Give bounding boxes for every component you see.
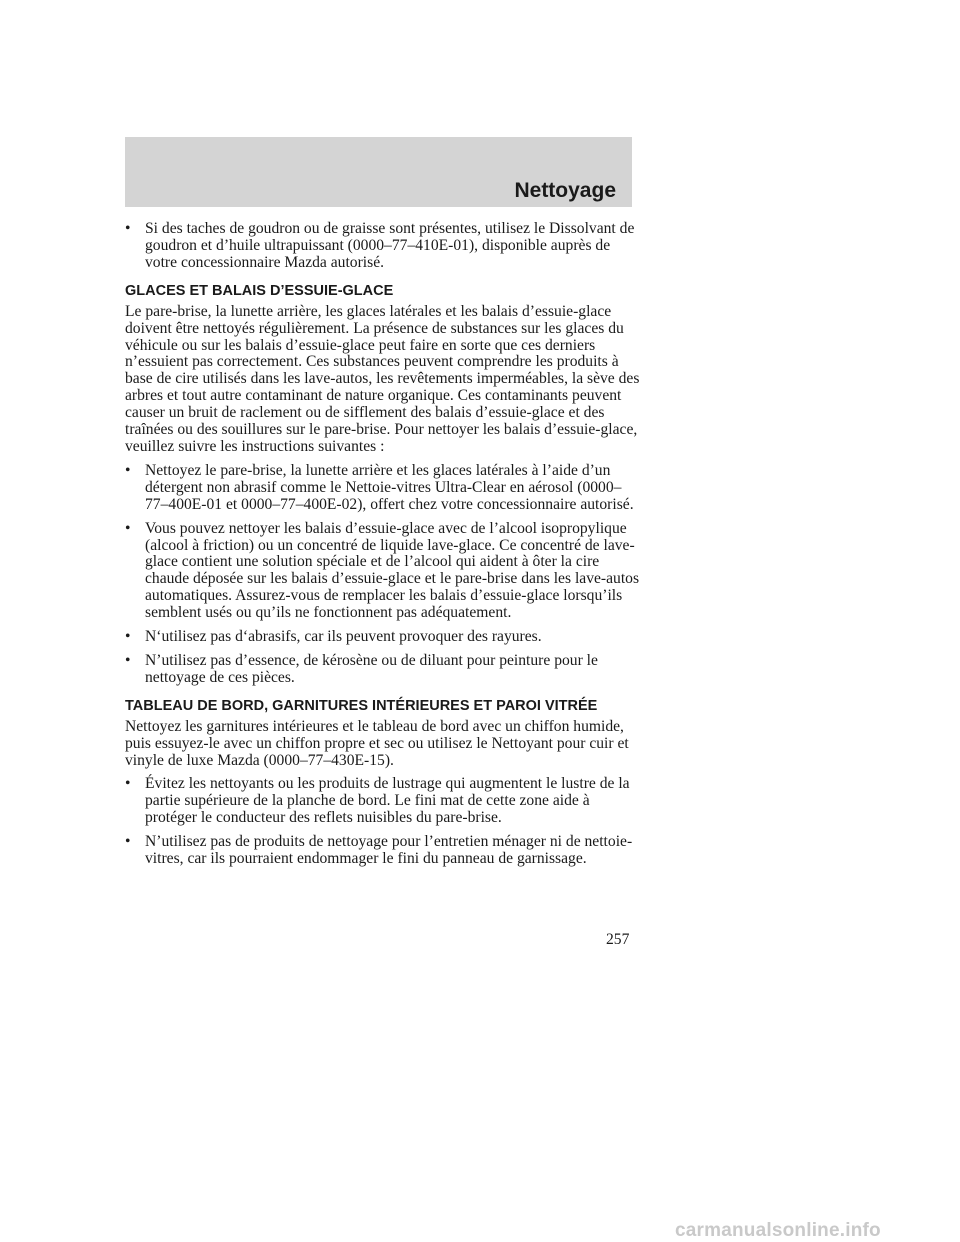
bullet-glyph: • xyxy=(125,220,131,237)
bullet-glyph: • xyxy=(125,775,131,793)
page-content xyxy=(125,221,640,875)
bullet-text: N’utilisez pas de produits de nettoyage pour l’entretien ménager ni de nettoie-vitres, car ils pourraient endommager le fini du panneau de garnissage. xyxy=(145,833,633,868)
bullet-item xyxy=(125,521,640,622)
paragraph: Le pare-brise, la lunette arrière, les glaces latérales et les balais d’essuie-glace doivent être nettoyés régulièrement. La présence de substances sur les glaces du véhicule ou sur les balais d’essuie-glace peut faire en sorte que ces derniers n’essuient pas correctement. Ces substances peuvent comprendre les produits à base de cire utilisés dans les lave-autos, les revêtements imperméables, la sève des arbres et tout autre contaminant de nature organique. Ces contaminants peuvent causer un bruit de raclement ou de sifflement des balais d’essuie-glace et des traînées ou des souillures sur le pare-brise. Pour nettoyer les balais d’essuie-glace, veuillez suivre les instructions suivantes : xyxy=(125,302,640,455)
bullet-text: Vous pouvez nettoyer les balais d’essuie-glace avec de l’alcool isopropylique (alcool à friction) ou un concentré de liquide lave-glace. Ce concentré de lave-glace contient une solution spéciale et de l’alcool qui aident à ôter la cire chaude déposée sur les balais d’essuie-glace et le pare-brise dans les lave-autos automatiques. Assurez-vous de remplacer les balais d’essuie-glace lorsqu’ils semblent usés ou qu’ils ne fonctionnent pas adéquatement. xyxy=(145,519,640,622)
bullet-text: N’utilisez pas d’essence, de kérosène ou de diluant pour peinture pour le nettoyage de ces pièces. xyxy=(145,651,598,686)
bullet-text: Nettoyez le pare-brise, la lunette arrière et les glaces latérales à l’aide d’un détergent non abrasif comme le Nettoie-vitres Ultra-Clear en aérosol (0000–77–400E-01 et 0000–77–400E-02), offert chez votre concessionnaire autorisé. xyxy=(145,461,634,513)
bullet-item xyxy=(125,653,640,687)
bullet-text: Évitez les nettoyants ou les produits de lustrage qui augmentent le lustre de la partie supérieure de la planche de bord. Le fini mat de cette zone aide à protéger le conducteur des reflets nuisibles du pare-brise. xyxy=(145,775,630,827)
bullet-item xyxy=(125,834,640,868)
watermark: carmanualsonline.info xyxy=(675,1220,881,1241)
section-heading: TABLEAU DE BORD, GARNITURES INTÉRIEURES ET PAROI VITRÉE xyxy=(125,697,598,714)
bullet-item xyxy=(125,629,640,646)
bullet-glyph: • xyxy=(125,519,131,537)
bullet-text: Si des taches de goudron ou de graisse sont présentes, utilisez le Dissolvant de goudron et d’huile ultrapuissant (0000–77–410E-01), disponible auprès de votre concessionnaire Mazda autorisé. xyxy=(145,220,635,271)
bullet-glyph: • xyxy=(125,833,131,851)
section-heading: GLACES ET BALAIS D’ESSUIE-GLACE xyxy=(125,282,394,299)
bullet-item xyxy=(125,463,640,514)
bullet-item xyxy=(125,221,640,272)
bullet-text: N‘utilisez pas d‘abrasifs, car ils peuvent provoquer des rayures. xyxy=(145,628,542,646)
page-number: 257 xyxy=(606,931,630,948)
bullet-glyph: • xyxy=(125,628,131,646)
bullet-glyph: • xyxy=(125,461,131,479)
section-header-band xyxy=(125,137,632,207)
paragraph: Nettoyez les garnitures intérieures et le tableau de bord avec un chiffon humide, puis essuyez-le avec un chiffon propre et sec ou utilisez le Nettoyant pour cuir et vinyle de luxe Mazda (0000–77–430E-15). xyxy=(125,717,629,769)
section-title: Nettoyage xyxy=(514,179,616,202)
bullet-item xyxy=(125,776,640,827)
bullet-glyph: • xyxy=(125,651,131,669)
